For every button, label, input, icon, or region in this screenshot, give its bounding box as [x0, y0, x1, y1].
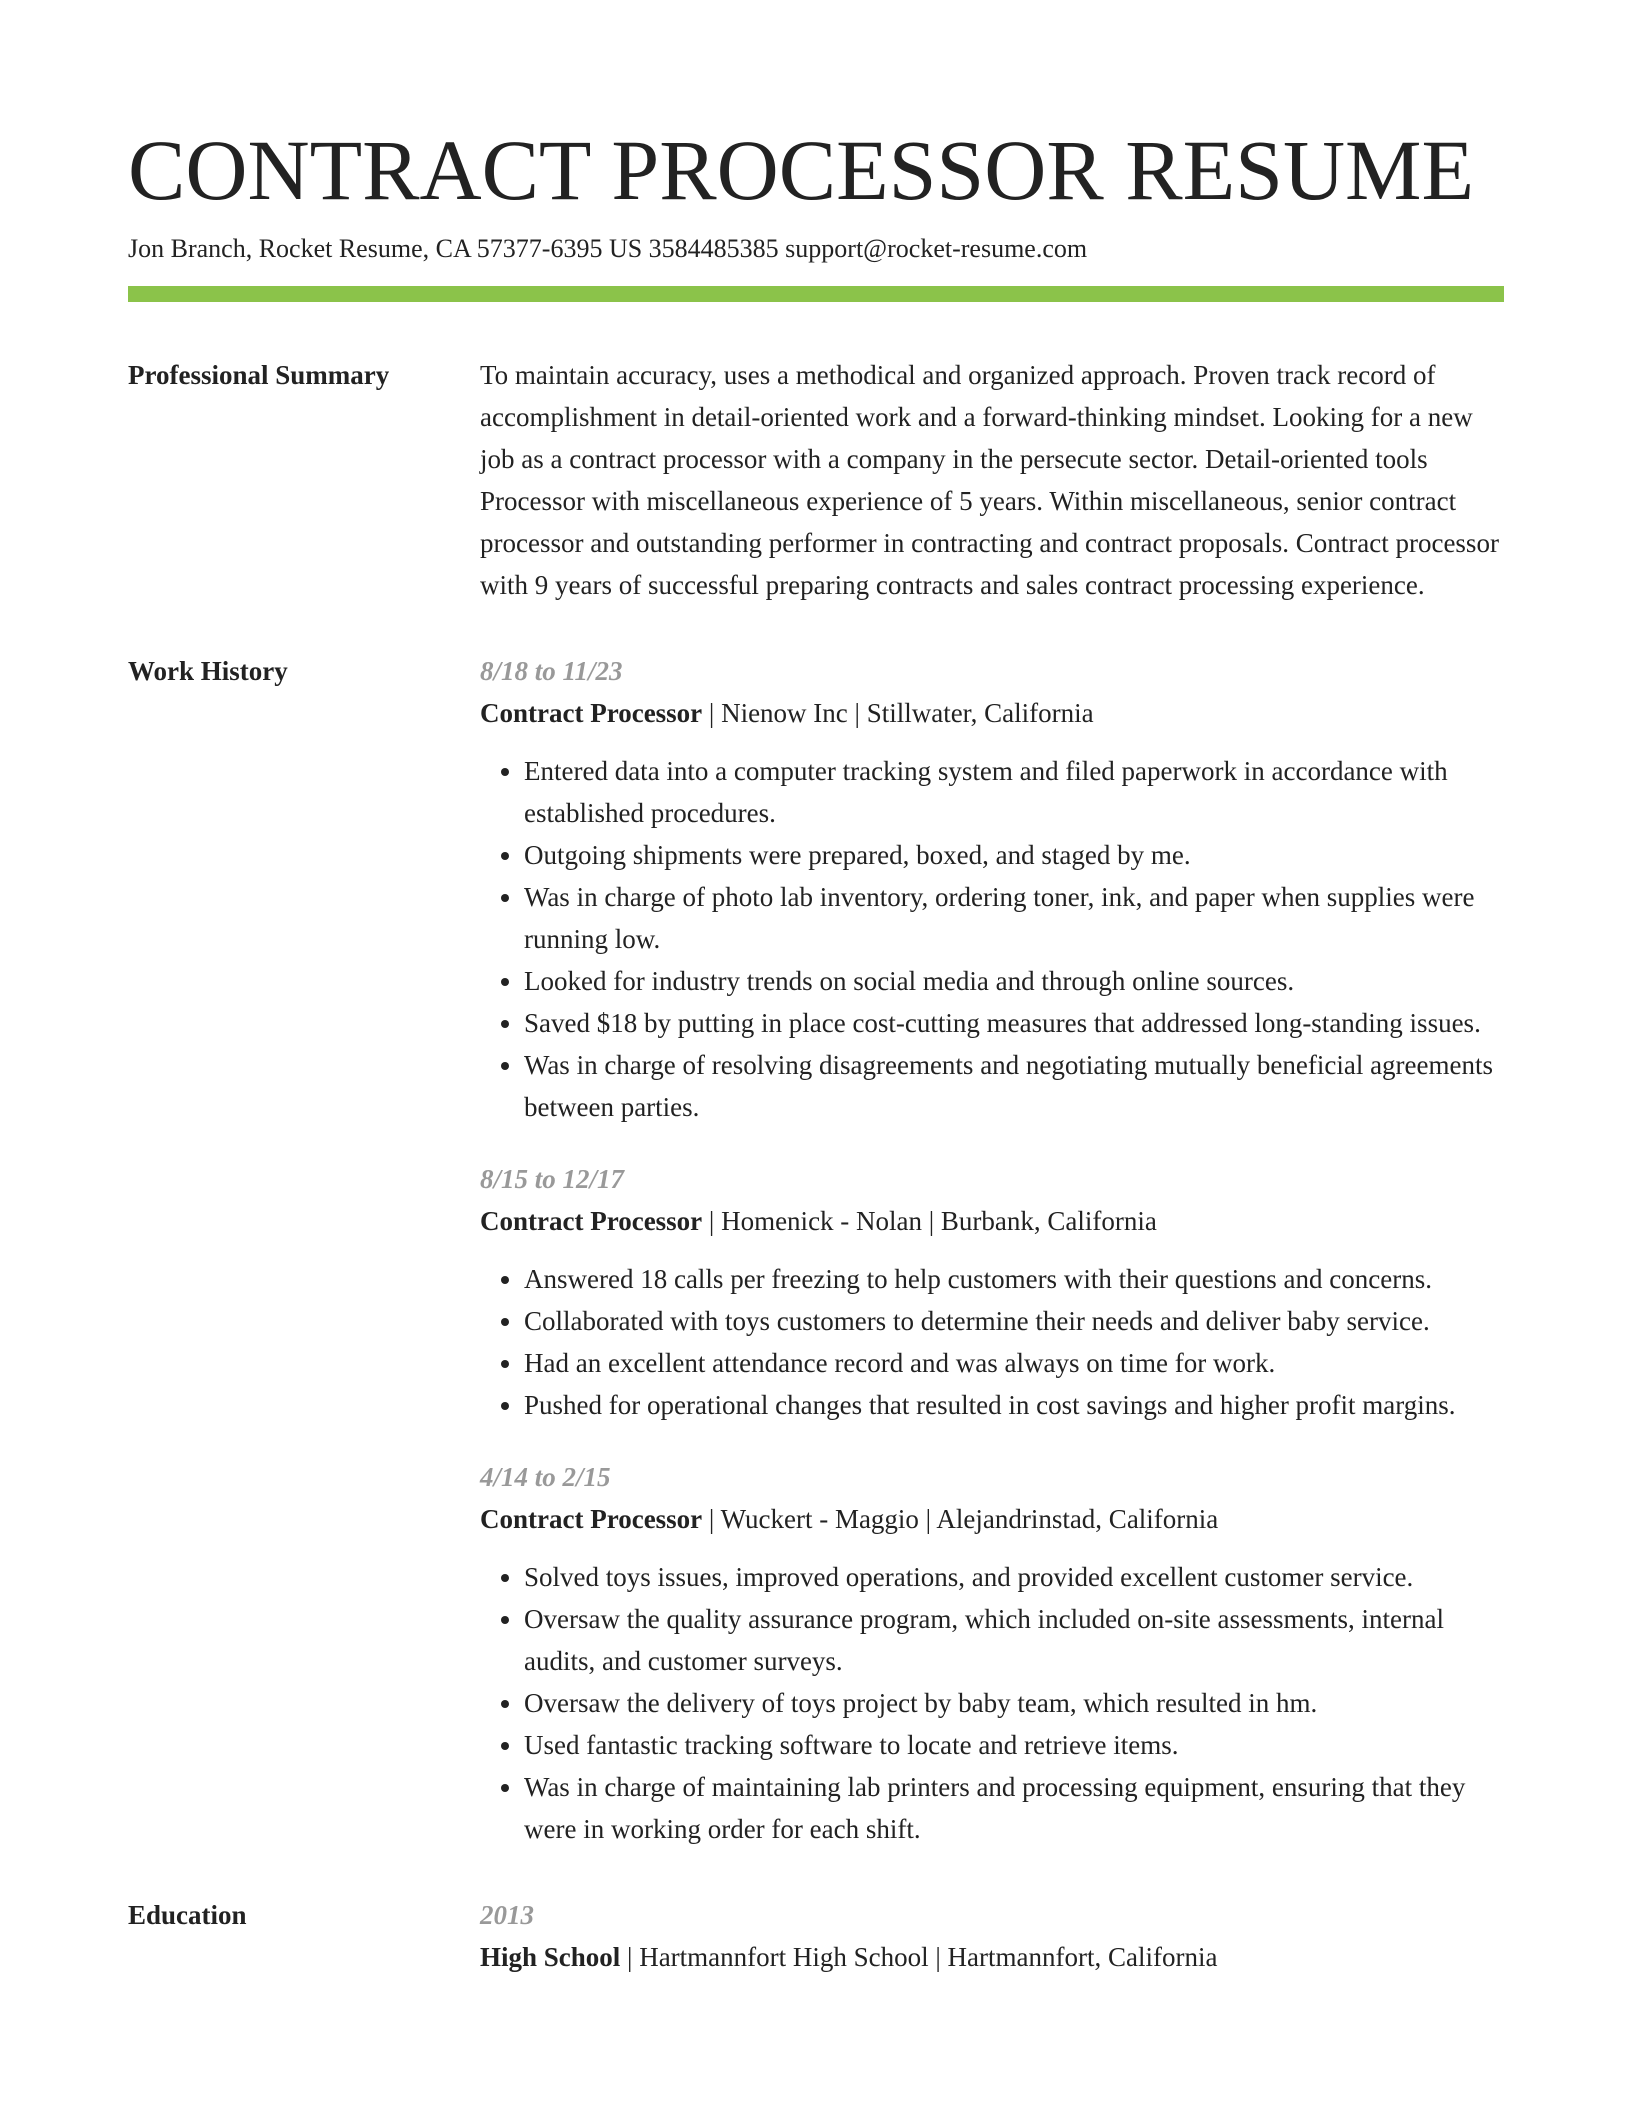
job-dates: 8/15 to 12/17	[480, 1164, 625, 1194]
job-entry	[480, 1456, 1504, 1850]
education-school-location: | Hartmannfort High School | Hartmannfort, California	[620, 1942, 1218, 1972]
job-bullet: • Was in charge of maintaining lab printers and processing equipment, ensuring that they were in working order for each shift.	[524, 1766, 1504, 1850]
education-degree: High School	[480, 1942, 621, 1972]
job-employer-location: | Wuckert - Maggio | Alejandrinstad, California	[702, 1504, 1219, 1534]
section-label-education: Education	[128, 1900, 247, 1930]
job-bullet: • Collaborated with toys customers to determine their needs and deliver baby service.	[524, 1300, 1504, 1342]
job-heading	[480, 1498, 1504, 1540]
summary-text: To maintain accuracy, uses a methodical and organized approach. Proven track record of accomplishment in detail-oriented work and a forward-thinking mindset. Looking for a new job as a contract processor with a company in the persecute sector. Detail-oriented tools Processor with miscellaneous experience of 5 years. Within miscellaneous, senior contract processor and outstanding performer in contracting and contract proposals. Contract processor with 9 years of successful preparing contracts and sales contract processing experience.	[480, 360, 1499, 600]
job-bullet: • Entered data into a computer tracking system and filed paperwork in accordance with established procedures.	[524, 750, 1504, 834]
job-bullet: • Oversaw the quality assurance program, which included on-site assessments, internal audits, and customer surveys.	[524, 1598, 1504, 1682]
job-bullet: • Outgoing shipments were prepared, boxed, and staged by me.	[524, 834, 1504, 876]
accent-divider	[128, 286, 1504, 302]
education-entry	[480, 1894, 1504, 1978]
job-bullet: • Solved toys issues, improved operations, and provided excellent customer service.	[524, 1556, 1504, 1598]
job-title: Contract Processor	[480, 1206, 703, 1236]
job-title: Contract Processor	[480, 698, 703, 728]
job-bullet: • Saved $18 by putting in place cost-cutting measures that addressed long-standing issues.	[524, 1002, 1504, 1044]
job-bullet: • Used fantastic tracking software to locate and retrieve items.	[524, 1724, 1504, 1766]
job-bullet: • Answered 18 calls per freezing to help customers with their questions and concerns.	[524, 1258, 1504, 1300]
job-bullet-list	[480, 750, 1504, 1128]
job-bullet: • Pushed for operational changes that resulted in cost savings and higher profit margins.	[524, 1384, 1504, 1426]
job-entry	[480, 650, 1504, 1128]
job-employer-location: | Nienow Inc | Stillwater, California	[702, 698, 1094, 728]
job-heading	[480, 692, 1504, 734]
work-history-body	[480, 650, 1504, 1850]
resume-title: CONTRACT PROCESSOR RESUME	[128, 122, 1475, 218]
job-heading	[480, 1200, 1504, 1242]
education-heading	[480, 1936, 1504, 1978]
education-section	[128, 1894, 1504, 1978]
work-history-section	[128, 650, 1504, 1850]
job-bullet: • Had an excellent attendance record and was always on time for work.	[524, 1342, 1504, 1384]
summary-body	[480, 354, 1504, 606]
job-bullet: • Was in charge of photo lab inventory, ordering toner, ink, and paper when supplies were running low.	[524, 876, 1504, 960]
job-dates: 8/18 to 11/23	[480, 656, 623, 686]
resume-page	[128, 120, 1504, 1978]
job-bullet: • Was in charge of resolving disagreements and negotiating mutually beneficial agreements between parties.	[524, 1044, 1504, 1128]
job-entry	[480, 1158, 1504, 1426]
job-bullet-list	[480, 1258, 1504, 1426]
section-label-summary: Professional Summary	[128, 360, 390, 390]
section-label-work-history: Work History	[128, 656, 288, 686]
education-body	[480, 1894, 1504, 1978]
contact-line: Jon Branch, Rocket Resume, CA 57377-6395 US 3584485385 support@rocket-resume.com	[128, 234, 1088, 263]
summary-section	[128, 354, 1504, 606]
job-dates: 4/14 to 2/15	[480, 1462, 611, 1492]
job-title: Contract Processor	[480, 1504, 703, 1534]
education-year: 2013	[480, 1900, 534, 1930]
job-bullet: • Oversaw the delivery of toys project by baby team, which resulted in hm.	[524, 1682, 1504, 1724]
job-employer-location: | Homenick - Nolan | Burbank, California	[702, 1206, 1157, 1236]
job-bullet-list	[480, 1556, 1504, 1850]
job-bullet: • Looked for industry trends on social media and through online sources.	[524, 960, 1504, 1002]
